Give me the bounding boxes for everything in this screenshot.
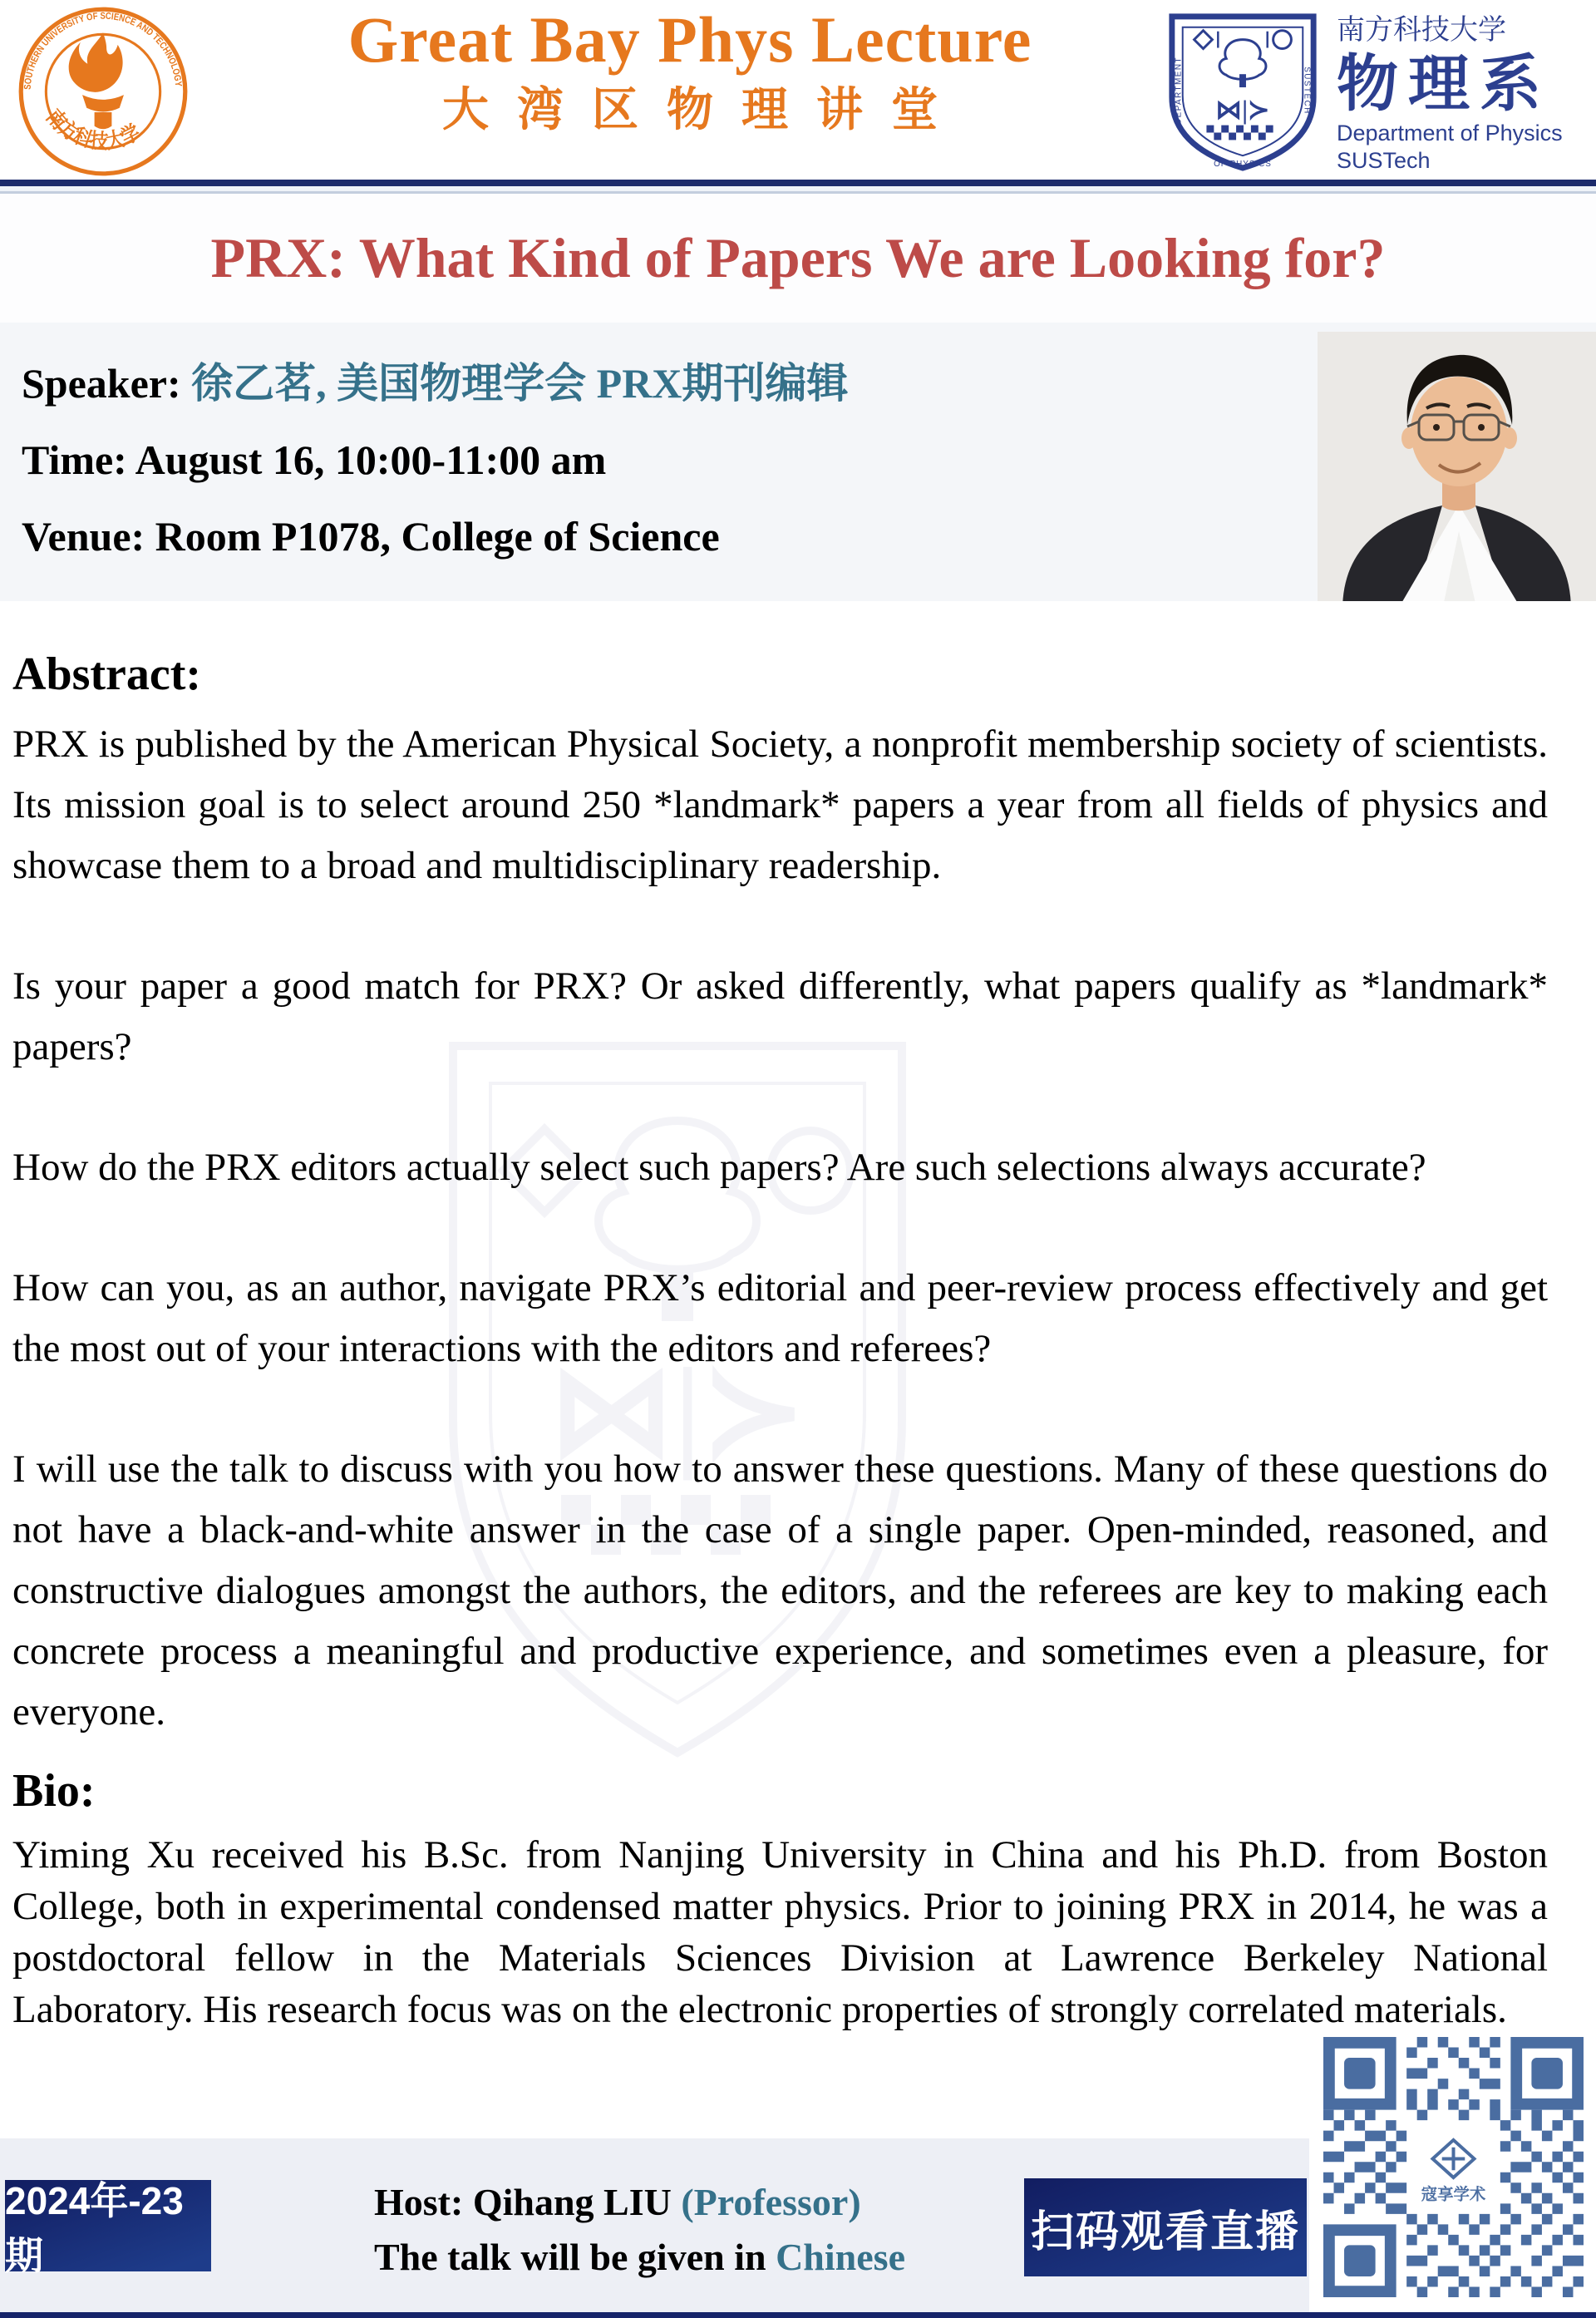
sustech-seal-icon: [17, 5, 190, 178]
qr-brand-label: 寇享学术: [1421, 2185, 1486, 2204]
host-block: [374, 2178, 905, 2288]
talk-language-value: Chinese: [776, 2236, 905, 2278]
host-line: [374, 2178, 905, 2227]
info-section: [0, 323, 1596, 601]
dept-text-block: [1337, 12, 1563, 175]
abstract-paragraph-4: How can you, as an author, navigate PRX’s editorial and peer-review process effectively and get the most out of your interactions with the editors and referees?: [12, 1266, 1548, 1370]
host-label: Host: Qihang LIU: [374, 2181, 682, 2223]
venue-line: Venue: Room P1078, College of Science: [22, 513, 720, 560]
dept-logo-block: [1160, 8, 1563, 175]
dept-name-en: Department of Physics: [1337, 121, 1563, 145]
shield-text-left: DEPARTMENT: [1174, 57, 1184, 125]
svg-text:⋈|≻: ⋈|≻: [549, 1343, 806, 1481]
title-band: [0, 194, 1596, 323]
abstract-paragraph-2: Is your paper a good match for PRX? Or asked differently, what papers qualify as *landmark* papers?: [12, 964, 1548, 1068]
svg-text:南方科技大学: [42, 106, 144, 154]
talk-language-line: [374, 2233, 905, 2281]
qr-code: [1323, 2037, 1584, 2297]
header-title-block: [200, 2, 1180, 140]
header-title-en: Great Bay Phys Lecture: [347, 3, 1032, 76]
bottom-bar: [0, 2312, 1596, 2318]
content-section: [0, 601, 1596, 2138]
header: [0, 0, 1596, 180]
talk-language-prefix: The talk will be given in: [374, 2236, 776, 2278]
seal-cn-text: 南方科技大学: [42, 106, 146, 154]
torch-icon: [69, 32, 124, 129]
abstract-paragraph-3: How do the PRX editors actually select such papers? Are such selections always accurate?: [12, 1146, 1426, 1189]
bowtie-glyphs: ⋈|≻: [1215, 95, 1270, 125]
bio-text: Yiming Xu received his B.Sc. from Nanjing University in China and his Ph.D. from Boston College, both in experimental condensed matter physics. Prior to joining PRX in 2014, he was a postdoctoral fellow in the Materials Sciences Division at Lawrence Berkeley National Laboratory. His research focus was on the electronic properties of strongly correlated materials.: [12, 1833, 1548, 2031]
scan-live-badge: 扫码观看直播: [1024, 2178, 1307, 2276]
speaker-value: 徐乙茗, 美国物理学会 PRX期刊编辑: [191, 360, 849, 407]
bio-heading: Bio:: [12, 1765, 96, 1817]
speaker-photo: [1318, 331, 1596, 611]
speaker-label: Speaker:: [22, 360, 192, 407]
lecture-title: PRX: What Kind of Papers We are Looking for?: [210, 226, 1386, 289]
header-divider-navy: [0, 180, 1596, 186]
seal-arc-text: SOUTHERN UNIVERSITY OF SCIENCE AND TECHNOLOGY: [22, 11, 184, 91]
shield-text-right: SUSTECH: [1302, 67, 1312, 115]
host-professor: (Professor): [681, 2181, 861, 2223]
shield-text-bottom: OF PHYSICS: [1214, 160, 1272, 170]
time-line: Time: August 16, 10:00-11:00 am: [22, 436, 607, 483]
dept-name-cn: 南方科技大学: [1337, 14, 1506, 46]
dept-name-cn-large: 物理系: [1337, 49, 1551, 118]
abstract-paragraph-1: PRX is published by the American Physical Society, a nonprofit membership society of scientists. Its mission goal is to select around 250 *landmark* papers a year from all fields of physics and showcase them to a broad and multidisciplinary readership.: [12, 723, 1548, 887]
issue-badge: 2024年-23期: [5, 2180, 211, 2271]
abstract-paragraph-5: I will use the talk to discuss with you how to answer these questions. Many of these questions do not have a black-and-white answer in the case of a single paper. Open-minded, reasoned, and constructive dialogues amongst the authors, the editors, and the referees are key to making each concrete process a meaningful and productive experience, and sometimes even a pleasure, for everyone.: [12, 1448, 1548, 1734]
dept-name-en2: SUSTech: [1337, 148, 1431, 173]
dept-shield-icon: [1160, 8, 1325, 173]
header-title-cn: 大湾区物理讲堂: [442, 85, 966, 136]
abstract-heading: Abstract:: [12, 649, 202, 700]
